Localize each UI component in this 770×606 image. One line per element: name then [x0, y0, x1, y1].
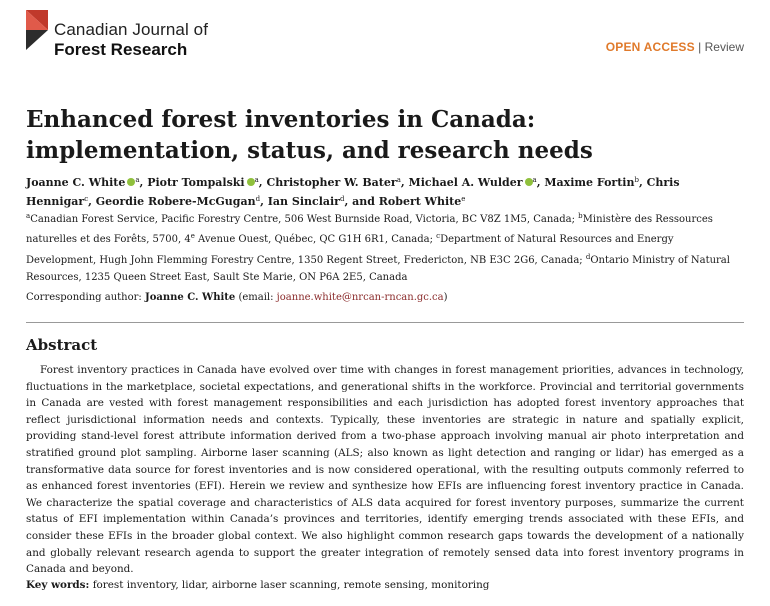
author-list [26, 172, 746, 210]
affiliation-marker: a [26, 212, 31, 220]
author-name[interactable]: Chris Hennigar [26, 176, 680, 208]
author-affiliation-marker: e [461, 195, 466, 203]
author-separator: , [139, 176, 148, 189]
corresponding-name: Joanne C. White [144, 292, 236, 303]
journal-logo[interactable] [26, 10, 216, 59]
author-affiliation-marker: a [396, 176, 401, 184]
journal-name-line1: Canadian Journal of [54, 20, 209, 39]
author-name[interactable]: Christopher W. Bater [266, 176, 397, 189]
author-name[interactable]: Joanne C. White [26, 176, 126, 189]
author-separator: , [258, 176, 267, 189]
orcid-icon[interactable] [525, 178, 533, 186]
affiliation-text: Avenue Ouest, Québec, QC G1H 6R1, Canada; [194, 234, 437, 246]
affiliation-text: Canadian Forest Service, Pacific Forestry Centre, 506 West Burnside Road, Victoria, BC V8Z 1M5, Canada; [30, 214, 579, 225]
journal-logo-icon [26, 10, 50, 50]
author-name[interactable]: Robert White [378, 195, 462, 208]
author-affiliation-marker: a [532, 176, 537, 184]
author-separator: , [260, 195, 268, 208]
section-divider [26, 322, 744, 323]
affiliation-marker: d [585, 252, 591, 261]
open-access-label[interactable]: OPEN ACCESS [605, 40, 695, 54]
affiliation-text: Ministère des Ressources naturelles et des Forêts, 5700, 4 [26, 214, 713, 246]
author-separator: , [400, 176, 409, 189]
article-type-label: Review [704, 40, 744, 54]
author-name[interactable]: Maxime Fortin [544, 176, 635, 189]
article-title: Enhanced forest inventories in Canada: implementation, status, and research needs [26, 106, 593, 164]
corresponding-label: Corresponding author: [26, 292, 145, 303]
abstract-heading: Abstract [26, 336, 98, 354]
affiliation-marker: e [190, 232, 195, 241]
abstract-text: Forest inventory practices in Canada have evolved over time with changes in forest management priorities, advances in technology, fluctuations in the marketplace, societal expectations, and generational shifts in the workforce. Provincial and territorial governments in Canada are vested with forest management responsibilities and each jurisdiction has adopted forest inventory approaches that reflect jurisdictional information needs and contexts. Typically, these inventories are strategic in nature and spatially explicit, providing stand-level forest attribute information derived from a two-phase approach involving manual air photo interpretation and stratified ground plot sampling. Airborne laser scanning (ALS; also known as light detection and ranging or lidar) has emerged as a transformative data source for forest inventories and is now considered operational, with the resulting outputs commonly referred to as enhanced forest inventories (EFI). Herein we review and synthesize how EFIs are influencing forest inventory practice in Canada. We characterize the spatial coverage and characteristics of ALS data acquired for forest inventory purposes, summarize the current status of EFI implementation within Canada’s provinces and territories, identify emerging trends associated with these EFIs, and consider these EFIs in the broader global context. We also highlight common research gaps towards the development of a nationally and globally relevant research agenda to support the greater integration of remotely sensed data into forest inventory programs in Canada and beyond. [26, 364, 744, 576]
author-name[interactable]: Geordie Robere-McGugan [95, 195, 256, 208]
corresponding-email-link[interactable]: joanne.white@nrcan-rncan.gc.ca [276, 292, 444, 303]
author-separator: , [88, 195, 96, 208]
author-affiliation-marker: b [634, 176, 639, 184]
keywords [26, 578, 744, 592]
separator: | [698, 40, 702, 54]
author-separator: , [638, 176, 647, 189]
author-affiliation-marker: c [84, 195, 89, 203]
journal-header [0, 0, 770, 70]
author-affiliation-marker: d [255, 195, 261, 203]
author-separator: , and [344, 195, 379, 208]
affiliations [26, 208, 746, 286]
author-name[interactable]: Ian Sinclair [267, 195, 340, 208]
orcid-icon[interactable] [247, 178, 255, 186]
affiliation-text: Department of Natural Resources and Energy Development, Hugh John Flemming Forestry Centre, 1350 Regent Street, Fredericton, NB E3C 2G6, Canada; [26, 234, 674, 266]
author-affiliation-marker: a [135, 176, 140, 184]
email-prefix: (email: [235, 292, 277, 303]
keywords-list: forest inventory, lidar, airborne laser scanning, remote sensing, monitoring [92, 579, 490, 591]
article-type-bar [606, 40, 744, 54]
corresponding-author [26, 291, 746, 305]
author-affiliation-marker: a [254, 176, 259, 184]
affiliation-marker: b [578, 212, 583, 220]
journal-name-line2: Forest Research [54, 40, 188, 59]
affiliation-text: Ontario Ministry of Natural Resources, 1235 Queen Street East, Sault Ste Marie, ON P6A 2E5, Canada [26, 254, 730, 283]
author-name[interactable]: Michael A. Wulder [408, 176, 523, 189]
author-affiliation-marker: d [339, 195, 345, 203]
keywords-label: Key words: [26, 579, 90, 591]
affiliation-marker: c [436, 232, 441, 241]
author-name[interactable]: Piotr Tompalski [147, 176, 245, 189]
email-suffix: ) [443, 292, 448, 303]
author-separator: , [536, 176, 545, 189]
